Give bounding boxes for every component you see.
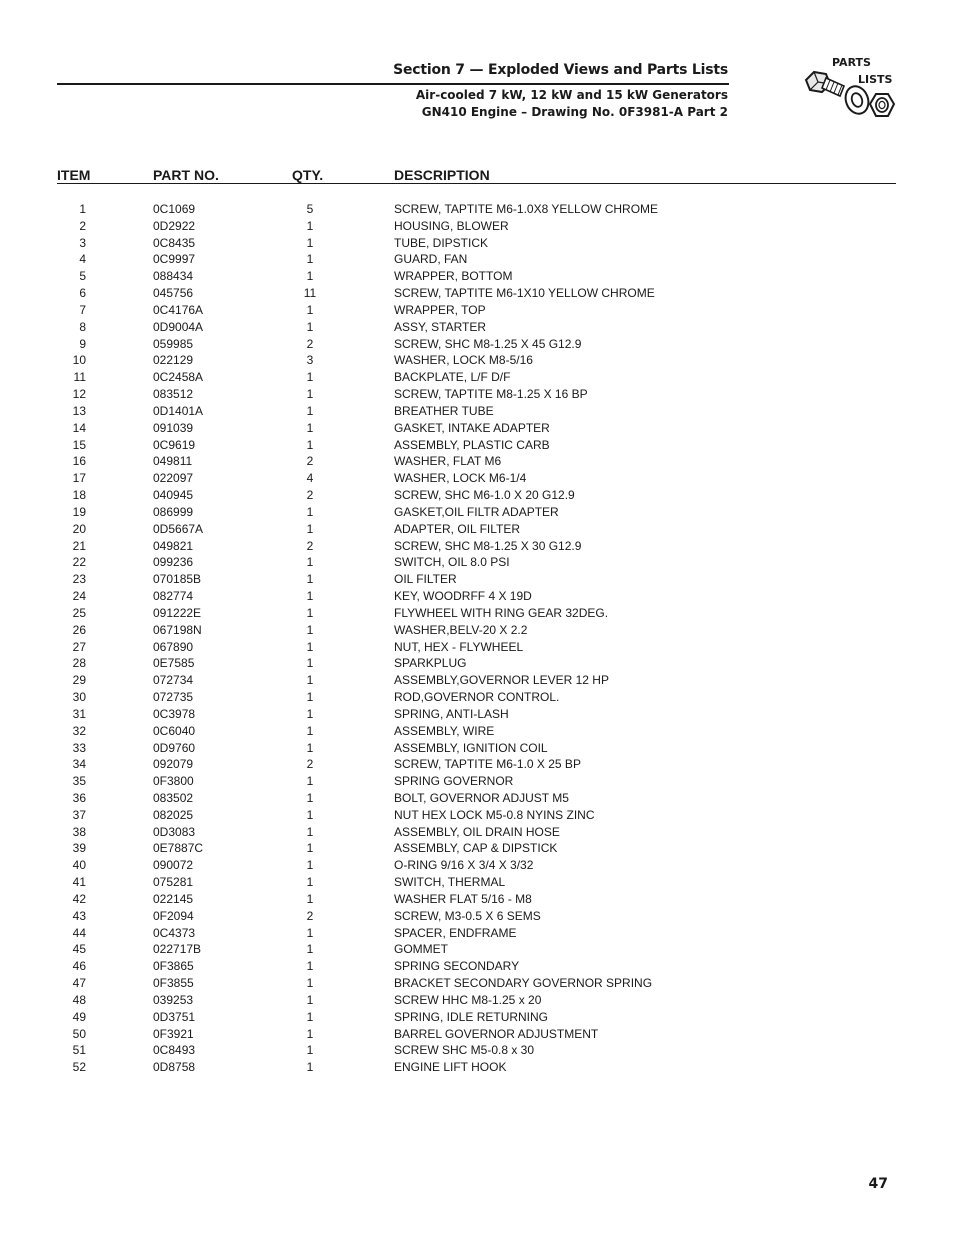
description-cell: NUT HEX LOCK M5-0.8 NYINS ZINC — [394, 807, 595, 822]
table-row — [0, 336, 954, 353]
description-cell: SPRING GOVERNOR — [394, 774, 514, 789]
logo-text-parts: PARTS — [832, 56, 871, 69]
page-number: 47 — [868, 1176, 888, 1192]
part-number-cell: 0F3921 — [153, 1026, 194, 1041]
quantity-cell: 1 — [306, 572, 314, 587]
quantity-cell: 1 — [306, 1009, 314, 1024]
quantity-cell: 1 — [306, 891, 314, 906]
table-row — [0, 386, 954, 403]
item-number-cell: 27 — [72, 639, 86, 654]
table-row — [0, 352, 954, 369]
description-cell: ROD,GOVERNOR CONTROL. — [394, 690, 560, 705]
item-number-cell: 52 — [72, 1060, 86, 1075]
table-row — [0, 773, 954, 790]
quantity-cell: 1 — [306, 824, 314, 839]
description-cell: ASSEMBLY, IGNITION COIL — [394, 740, 548, 755]
table-row — [0, 706, 954, 723]
table-row — [0, 857, 954, 874]
table-row — [0, 554, 954, 571]
item-number-cell: 21 — [72, 538, 86, 553]
table-row — [0, 1026, 954, 1043]
table-row — [0, 824, 954, 841]
part-number-cell: 0D1401A — [153, 403, 204, 418]
item-number-cell: 40 — [72, 858, 86, 873]
description-cell: SCREW, SHC M6-1.0 X 20 G12.9 — [394, 488, 575, 503]
item-number-cell: 24 — [72, 589, 86, 604]
item-number-cell: 23 — [72, 572, 86, 587]
item-number-cell: 3 — [79, 235, 86, 250]
part-number-cell: 0C4176A — [153, 302, 204, 317]
description-cell: WASHER FLAT 5/16 - M8 — [394, 891, 532, 906]
quantity-cell: 1 — [306, 858, 314, 873]
table-row — [0, 790, 954, 807]
part-number-cell: 090072 — [153, 858, 194, 873]
quantity-cell: 1 — [306, 774, 314, 789]
part-number-cell: 0C1069 — [153, 202, 196, 216]
description-cell: O-RING 9/16 X 3/4 X 3/32 — [394, 858, 534, 873]
table-row — [0, 908, 954, 925]
item-number-cell: 14 — [72, 420, 86, 435]
description-cell: WASHER, LOCK M8-5/16 — [394, 353, 533, 368]
part-number-cell: 0D3751 — [153, 1009, 196, 1024]
description-cell: TUBE, DIPSTICK — [394, 235, 489, 250]
header-rule — [57, 83, 729, 85]
table-row — [0, 235, 954, 252]
description-cell: ASSEMBLY,GOVERNOR LEVER 12 HP — [394, 673, 609, 688]
item-number-cell: 45 — [72, 942, 86, 957]
part-number-cell: 0C8493 — [153, 1043, 196, 1058]
part-number-cell: 083512 — [153, 387, 194, 402]
description-cell: SPARKPLUG — [394, 656, 467, 671]
item-number-cell: 18 — [72, 488, 86, 503]
part-number-cell: 0D3083 — [153, 824, 196, 839]
part-number-cell: 0D5667A — [153, 521, 204, 536]
part-number-cell: 0C2458A — [153, 370, 204, 385]
quantity-cell: 1 — [306, 218, 314, 233]
part-number-cell: 0E7887C — [153, 841, 204, 856]
table-row — [0, 285, 954, 302]
table-row — [0, 840, 954, 857]
description-cell: ADAPTER, OIL FILTER — [394, 521, 521, 536]
table-row — [0, 268, 954, 285]
table-row — [0, 218, 954, 235]
quantity-cell: 2 — [306, 757, 314, 772]
item-number-cell: 5 — [79, 269, 86, 284]
description-cell: SPRING, ANTI-LASH — [394, 706, 509, 721]
part-number-cell: 0C3978 — [153, 706, 196, 721]
table-row — [0, 420, 954, 437]
column-header-description: DESCRIPTION — [394, 167, 490, 183]
quantity-cell: 1 — [306, 992, 314, 1007]
part-number-cell: 082025 — [153, 807, 194, 822]
part-number-cell: 091039 — [153, 420, 194, 435]
quantity-cell: 1 — [306, 706, 314, 721]
item-number-cell: 32 — [72, 723, 86, 738]
table-row — [0, 437, 954, 454]
table-row — [0, 807, 954, 824]
part-number-cell: 099236 — [153, 555, 194, 570]
quantity-cell: 1 — [306, 387, 314, 402]
quantity-cell: 1 — [306, 403, 314, 418]
part-number-cell: 067890 — [153, 639, 194, 654]
description-cell: WASHER,BELV-20 X 2.2 — [394, 622, 528, 637]
table-row — [0, 470, 954, 487]
quantity-cell: 1 — [306, 235, 314, 250]
column-header-part-no: PART NO. — [153, 167, 219, 183]
part-number-cell: 0D9760 — [153, 740, 196, 755]
table-row — [0, 874, 954, 891]
description-cell: ASSEMBLY, WIRE — [394, 723, 495, 738]
description-cell: ASSEMBLY, CAP & DIPSTICK — [394, 841, 558, 856]
table-row — [0, 453, 954, 470]
quantity-cell: 1 — [306, 1043, 314, 1058]
table-row — [0, 605, 954, 622]
quantity-cell: 1 — [306, 504, 314, 519]
quantity-cell: 1 — [306, 942, 314, 957]
quantity-cell: 1 — [306, 1060, 314, 1075]
description-cell: SCREW, TAPTITE M6-1.0 X 25 BP — [394, 757, 581, 772]
quantity-cell: 3 — [306, 353, 314, 368]
quantity-cell: 1 — [306, 605, 314, 620]
item-number-cell: 50 — [72, 1026, 86, 1041]
item-number-cell: 36 — [72, 790, 86, 805]
document-subtitle-line2: GN410 Engine – Drawing No. 0F3981-A Part 2 — [421, 105, 728, 119]
table-row — [0, 403, 954, 420]
item-number-cell: 29 — [72, 673, 86, 688]
part-number-cell: 072735 — [153, 690, 194, 705]
item-number-cell: 35 — [72, 774, 86, 789]
quantity-cell: 2 — [306, 488, 314, 503]
item-number-cell: 15 — [72, 437, 86, 452]
quantity-cell: 1 — [306, 370, 314, 385]
quantity-cell: 1 — [306, 437, 314, 452]
quantity-cell: 1 — [306, 959, 314, 974]
part-number-cell: 072734 — [153, 673, 194, 688]
part-number-cell: 039253 — [153, 992, 194, 1007]
description-cell: SCREW, TAPTITE M8-1.25 X 16 BP — [394, 387, 588, 402]
quantity-cell: 1 — [306, 841, 314, 856]
table-row — [0, 925, 954, 942]
quantity-cell: 2 — [306, 908, 314, 923]
table-row — [0, 319, 954, 336]
table-row — [0, 571, 954, 588]
section-title: Section 7 — Exploded Views and Parts Lists — [393, 62, 728, 78]
table-row — [0, 740, 954, 757]
quantity-cell: 1 — [306, 740, 314, 755]
description-cell: KEY, WOODRFF 4 X 19D — [394, 589, 532, 604]
item-number-cell: 37 — [72, 807, 86, 822]
description-cell: SCREW, M3-0.5 X 6 SEMS — [394, 908, 541, 923]
description-cell: GUARD, FAN — [394, 252, 468, 267]
quantity-cell: 4 — [306, 471, 314, 486]
item-number-cell: 26 — [72, 622, 86, 637]
part-number-cell: 022145 — [153, 891, 194, 906]
description-cell: OIL FILTER — [394, 572, 457, 587]
item-number-cell: 46 — [72, 959, 86, 974]
item-number-cell: 7 — [79, 302, 86, 317]
item-number-cell: 19 — [72, 504, 86, 519]
part-number-cell: 083502 — [153, 790, 194, 805]
description-cell: GASKET,OIL FILTR ADAPTER — [394, 504, 559, 519]
part-number-cell: 088434 — [153, 269, 194, 284]
table-row — [0, 975, 954, 992]
part-number-cell: 0D9004A — [153, 319, 204, 334]
table-row — [0, 639, 954, 656]
quantity-cell: 1 — [306, 252, 314, 267]
description-cell: SCREW SHC M5-0.8 x 30 — [394, 1043, 535, 1058]
part-number-cell: 0C9619 — [153, 437, 196, 452]
table-row — [0, 1059, 954, 1076]
part-number-cell: 0D2922 — [153, 218, 196, 233]
quantity-cell: 1 — [306, 1026, 314, 1041]
part-number-cell: 0C6040 — [153, 723, 196, 738]
item-number-cell: 16 — [72, 454, 86, 469]
parts-table — [0, 201, 954, 1076]
description-cell: BRACKET SECONDARY GOVERNOR SPRING — [394, 976, 653, 991]
table-row — [0, 201, 954, 218]
quantity-cell: 2 — [306, 336, 314, 351]
table-row — [0, 1009, 954, 1026]
item-number-cell: 4 — [79, 252, 86, 267]
item-number-cell: 33 — [72, 740, 86, 755]
quantity-cell: 11 — [303, 286, 317, 301]
quantity-cell: 1 — [306, 622, 314, 637]
part-number-cell: 067198N — [153, 622, 202, 637]
part-number-cell: 049821 — [153, 538, 194, 553]
item-number-cell: 38 — [72, 824, 86, 839]
description-cell: GASKET, INTAKE ADAPTER — [394, 420, 550, 435]
description-cell: SPRING, IDLE RETURNING — [394, 1009, 549, 1024]
table-row — [0, 1042, 954, 1059]
item-number-cell: 51 — [72, 1043, 86, 1058]
description-cell: SPRING SECONDARY — [394, 959, 520, 974]
quantity-cell: 1 — [306, 673, 314, 688]
part-number-cell: 0C4373 — [153, 925, 196, 940]
description-cell: SCREW, TAPTITE M6-1X10 YELLOW CHROME — [394, 286, 655, 301]
item-number-cell: 43 — [72, 908, 86, 923]
bolt-washer-nut-icon — [800, 52, 900, 132]
description-cell: SPACER, ENDFRAME — [394, 925, 517, 940]
table-row — [0, 992, 954, 1009]
table-row — [0, 756, 954, 773]
description-cell: ASSEMBLY, OIL DRAIN HOSE — [394, 824, 560, 839]
description-cell: ASSEMBLY, PLASTIC CARB — [394, 437, 550, 452]
part-number-cell: 0C8435 — [153, 235, 196, 250]
description-cell: NUT, HEX - FLYWHEEL — [394, 639, 524, 654]
table-row — [0, 891, 954, 908]
part-number-cell: 022129 — [153, 353, 194, 368]
part-number-cell: 0F3800 — [153, 774, 194, 789]
description-cell: WASHER, FLAT M6 — [394, 454, 502, 469]
item-number-cell: 1 — [79, 202, 86, 216]
description-cell: SCREW HHC M8-1.25 x 20 — [394, 992, 542, 1007]
item-number-cell: 11 — [73, 370, 86, 385]
item-number-cell: 8 — [79, 319, 86, 334]
item-number-cell: 34 — [72, 757, 86, 772]
item-number-cell: 6 — [79, 286, 86, 301]
table-row — [0, 251, 954, 268]
table-row — [0, 655, 954, 672]
quantity-cell: 1 — [306, 875, 314, 890]
description-cell: SWITCH, THERMAL — [394, 875, 506, 890]
item-number-cell: 31 — [72, 706, 86, 721]
part-number-cell: 082774 — [153, 589, 194, 604]
item-number-cell: 49 — [72, 1009, 86, 1024]
table-row — [0, 723, 954, 740]
description-cell: ASSY, STARTER — [394, 319, 487, 334]
description-cell: HOUSING, BLOWER — [394, 218, 509, 233]
quantity-cell: 1 — [306, 302, 314, 317]
quantity-cell: 1 — [306, 420, 314, 435]
description-cell: WASHER, LOCK M6-1/4 — [394, 471, 527, 486]
description-cell: BREATHER TUBE — [394, 403, 494, 418]
description-cell: BARREL GOVERNOR ADJUSTMENT — [394, 1026, 599, 1041]
part-number-cell: 022717B — [153, 942, 202, 957]
column-header-qty: QTY. — [292, 167, 324, 183]
item-number-cell: 10 — [72, 353, 86, 368]
quantity-cell: 1 — [306, 925, 314, 940]
quantity-cell: 1 — [306, 269, 314, 284]
table-row — [0, 369, 954, 386]
parts-lists-logo — [800, 52, 900, 132]
item-number-cell: 28 — [72, 656, 86, 671]
description-cell: SCREW, SHC M8-1.25 X 45 G12.9 — [394, 336, 582, 351]
document-subtitle-line1: Air-cooled 7 kW, 12 kW and 15 kW Generators — [415, 88, 728, 102]
part-number-cell: 059985 — [153, 336, 194, 351]
table-row — [0, 588, 954, 605]
description-cell: SCREW, SHC M8-1.25 X 30 G12.9 — [394, 538, 582, 553]
description-cell: FLYWHEEL WITH RING GEAR 32DEG. — [394, 605, 609, 620]
item-number-cell: 39 — [72, 841, 86, 856]
table-row — [0, 941, 954, 958]
quantity-cell: 1 — [306, 319, 314, 334]
part-number-cell: 086999 — [153, 504, 194, 519]
item-number-cell: 42 — [72, 891, 86, 906]
table-row — [0, 504, 954, 521]
part-number-cell: 070185B — [153, 572, 202, 587]
table-row — [0, 689, 954, 706]
item-number-cell: 22 — [72, 555, 86, 570]
part-number-cell: 0D8758 — [153, 1060, 196, 1075]
item-number-cell: 30 — [72, 690, 86, 705]
description-cell: ENGINE LIFT HOOK — [394, 1060, 507, 1075]
item-number-cell: 44 — [72, 925, 86, 940]
item-number-cell: 13 — [72, 403, 86, 418]
quantity-cell: 1 — [306, 555, 314, 570]
item-number-cell: 2 — [79, 218, 86, 233]
table-row — [0, 538, 954, 555]
part-number-cell: 091222E — [153, 605, 202, 620]
description-cell: WRAPPER, BOTTOM — [394, 269, 513, 284]
description-cell: SCREW, TAPTITE M6-1.0X8 YELLOW CHROME — [394, 202, 659, 216]
table-row — [0, 672, 954, 689]
item-number-cell: 17 — [72, 471, 86, 486]
item-number-cell: 9 — [79, 336, 86, 351]
item-number-cell: 12 — [72, 387, 86, 402]
quantity-cell: 1 — [306, 790, 314, 805]
quantity-cell: 1 — [306, 521, 314, 536]
part-number-cell: 040945 — [153, 488, 194, 503]
quantity-cell: 1 — [306, 656, 314, 671]
part-number-cell: 022097 — [153, 471, 194, 486]
item-number-cell: 47 — [72, 976, 86, 991]
item-number-cell: 20 — [72, 521, 86, 536]
table-row — [0, 622, 954, 639]
quantity-cell: 1 — [306, 589, 314, 604]
table-row — [0, 302, 954, 319]
quantity-cell: 1 — [306, 723, 314, 738]
quantity-cell: 2 — [306, 538, 314, 553]
item-number-cell: 48 — [72, 992, 86, 1007]
part-number-cell: 092079 — [153, 757, 194, 772]
quantity-cell: 1 — [306, 976, 314, 991]
part-number-cell: 049811 — [153, 454, 193, 469]
logo-text-lists: LISTS — [858, 73, 893, 86]
quantity-cell: 1 — [306, 690, 314, 705]
description-cell: WRAPPER, TOP — [394, 302, 486, 317]
table-row — [0, 521, 954, 538]
column-header-item: ITEM — [57, 167, 91, 183]
part-number-cell: 0E7585 — [153, 656, 195, 671]
quantity-cell: 1 — [306, 807, 314, 822]
table-row — [0, 487, 954, 504]
part-number-cell: 0F3865 — [153, 959, 194, 974]
part-number-cell: 0C9997 — [153, 252, 196, 267]
quantity-cell: 1 — [306, 639, 314, 654]
part-number-cell: 0F2094 — [153, 908, 194, 923]
quantity-cell: 5 — [306, 202, 314, 216]
table-row — [0, 958, 954, 975]
part-number-cell: 0F3855 — [153, 976, 194, 991]
description-cell: SWITCH, OIL 8.0 PSI — [394, 555, 510, 570]
description-cell: BOLT, GOVERNOR ADJUST M5 — [394, 790, 569, 805]
part-number-cell: 075281 — [153, 875, 194, 890]
description-cell: GOMMET — [394, 942, 448, 957]
item-number-cell: 41 — [72, 875, 86, 890]
item-number-cell: 25 — [72, 605, 86, 620]
column-header-rule — [57, 183, 896, 184]
part-number-cell: 045756 — [153, 286, 194, 301]
description-cell: BACKPLATE, L/F D/F — [394, 370, 511, 385]
quantity-cell: 2 — [306, 454, 314, 469]
